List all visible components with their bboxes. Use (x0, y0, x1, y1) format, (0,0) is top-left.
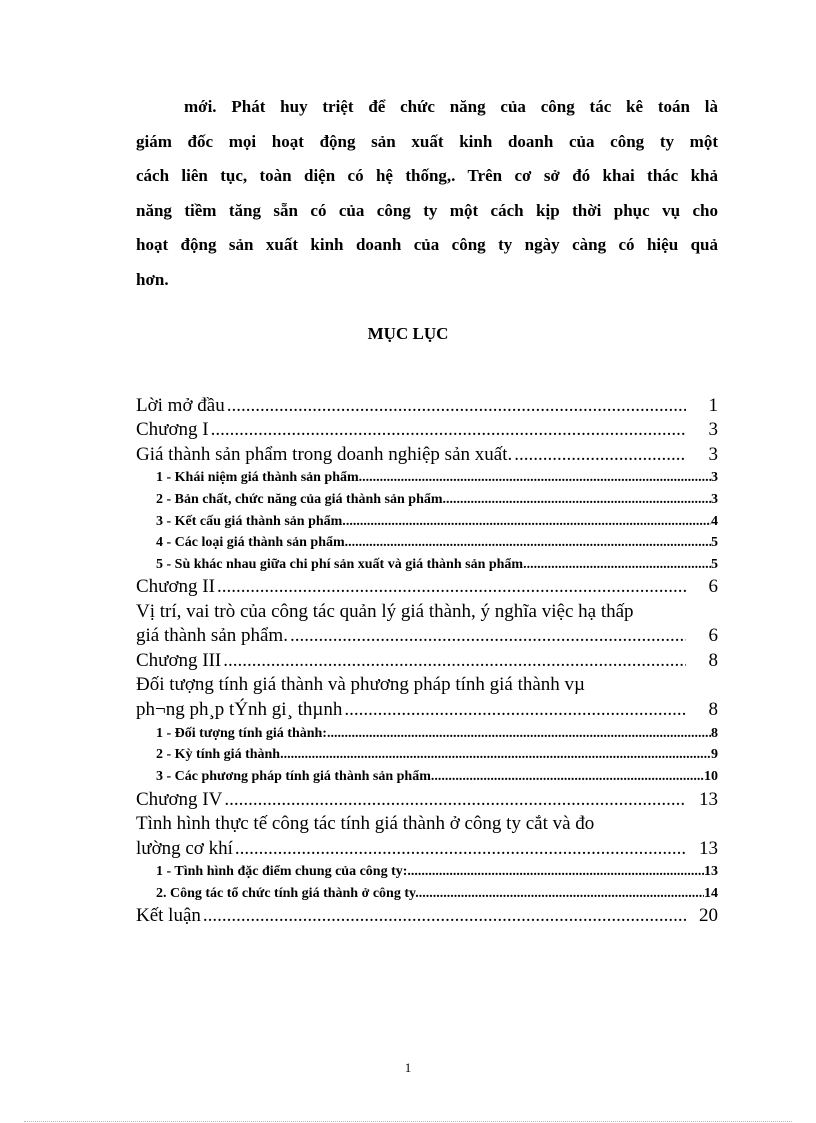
toc-entry-text: 2. Công tác tổ chức tính giá thành ở công ty. (156, 885, 419, 901)
toc-entry-page: 8 (711, 725, 718, 741)
toc-subentry[interactable] (136, 510, 718, 532)
toc-entry-text: 2 - Kỳ tính giá thành (156, 747, 281, 763)
paragraph-line: hơn. (136, 269, 169, 289)
toc-entry-text: giá thành sản phẩm. (136, 625, 288, 647)
toc-entry[interactable] (136, 904, 718, 929)
toc-entry-page: 5 (711, 535, 718, 551)
toc-entry-text: 3 - Các phương pháp tính giá thành sản phẩm. (156, 769, 435, 784)
table-of-contents (136, 393, 718, 928)
paragraph-line: hoạt động sản xuất kinh doanh của công ty ngày càng có hiệu quả (136, 235, 718, 254)
toc-entry-text: 3 - Kết cấu giá thành sản phẩm. (156, 513, 346, 529)
toc-subentry[interactable] (136, 744, 718, 766)
leader-dots (527, 554, 711, 575)
toc-entry[interactable] (136, 575, 718, 600)
leader-dots (344, 698, 686, 722)
toc-entry[interactable] (136, 836, 718, 861)
toc-subentry[interactable] (136, 765, 718, 787)
leader-dots (359, 467, 711, 488)
toc-subentry[interactable] (136, 861, 718, 883)
leader-dots (290, 624, 686, 648)
leader-dots (224, 788, 686, 812)
body-paragraph (136, 90, 718, 297)
toc-entry-page: 3 (708, 443, 718, 465)
toc-entry-page: 6 (708, 625, 718, 647)
toc-entry-page: 6 (708, 576, 718, 598)
toc-title: MỤC LỤC (367, 324, 449, 343)
page-number: 1 (404, 1060, 412, 1075)
toc-entry-page: 10 (704, 769, 718, 784)
leader-dots (514, 443, 686, 467)
toc-entry-text: lường cơ khí (136, 837, 233, 859)
toc-entry-line[interactable] (136, 812, 718, 837)
toc-entry-page: 3 (711, 470, 718, 486)
toc-entry-text: ph¬ng ph¸p tÝnh gi¸ thµnh (136, 698, 343, 720)
toc-entry-page: 1 (708, 394, 718, 416)
leader-dots (203, 904, 686, 928)
toc-entry[interactable] (136, 648, 718, 673)
toc-entry-page: 13 (699, 788, 718, 810)
toc-entry-text: 1 - Tình hình đặc điểm chung của công ty: (156, 864, 408, 880)
toc-entry-page: 5 (711, 556, 718, 572)
leader-dots (217, 575, 686, 599)
toc-entry[interactable] (136, 787, 718, 812)
paragraph-line: giám đốc mọi hoạt động sản xuất kinh doanh của công ty một (136, 131, 718, 151)
toc-entry-text: Đối tượng tính giá thành và phương pháp tính giá thành vµ (136, 674, 585, 696)
toc-entry-page: 14 (704, 885, 718, 901)
toc-entry-page: 3 (711, 491, 718, 507)
leader-dots (280, 744, 711, 765)
leader-dots (407, 861, 704, 882)
paragraph-line: mới. Phát huy triệt để chức năng của công tác kê toán là (184, 97, 718, 116)
toc-entry-text: Chương IV (136, 788, 223, 810)
toc-entry-text: Vị trí, vai trò của công tác quản lý giá thành, ý nghĩa việc hạ thấp (136, 600, 634, 622)
toc-entry[interactable] (136, 393, 718, 418)
leader-dots (419, 883, 704, 904)
toc-entry-page: 9 (711, 747, 718, 763)
toc-subentry[interactable] (136, 467, 718, 489)
toc-entry-text: 4 - Các loại giá thành sản phẩm. (156, 535, 349, 551)
page-bottom-divider (24, 1121, 792, 1122)
leader-dots (348, 532, 711, 553)
leader-dots (346, 511, 711, 532)
toc-entry-page: 8 (708, 649, 718, 671)
toc-entry-text: Kết luận (136, 905, 201, 927)
leader-dots (434, 766, 704, 787)
toc-entry-text: Tình hình thực tế công tác tính giá thành ở công ty cắt và đo (136, 813, 595, 834)
toc-subentry[interactable] (136, 488, 718, 510)
toc-entry[interactable] (136, 442, 718, 467)
toc-subentry[interactable] (136, 532, 718, 554)
leader-dots (211, 418, 686, 442)
toc-entry-page: 8 (708, 698, 718, 720)
toc-subentry[interactable] (136, 553, 718, 575)
toc-entry-text: Chương I (136, 419, 209, 440)
toc-entry-text: 1 - Đối tượng tính giá thành: (156, 725, 327, 741)
toc-entry-text: Lời mở đầu (136, 394, 225, 416)
toc-entry-page: 3 (708, 419, 718, 440)
toc-entry-line[interactable] (136, 673, 718, 698)
paragraph-line: cách liên tục, toàn diện có hệ thống,. Trên cơ sở đó khai thác khả (136, 166, 718, 185)
toc-entry[interactable] (136, 624, 718, 649)
toc-entry-text: 5 - Sù khác nhau giữa chi phí sản xuất và giá thành sản phẩm. (156, 556, 527, 572)
toc-subentry[interactable] (136, 722, 718, 744)
toc-entry-page: 13 (699, 837, 718, 859)
leader-dots (223, 649, 686, 673)
toc-entry[interactable] (136, 418, 718, 443)
toc-subentry[interactable] (136, 882, 718, 904)
toc-entry-text: 1 - Khái niệm giá thành sản phẩm (156, 470, 359, 486)
paragraph-line: năng tiềm tăng sẵn có của công ty một cách kịp thời phục vụ cho (136, 200, 718, 220)
toc-entry-line[interactable] (136, 599, 718, 624)
leader-dots (235, 837, 686, 861)
leader-dots (446, 489, 711, 510)
toc-entry-text: Chương II (136, 576, 215, 598)
toc-entry-page: 13 (704, 864, 718, 880)
leader-dots (327, 723, 711, 744)
toc-entry-text: Giá thành sản phẩm trong doanh nghiệp sản xuất. (136, 443, 513, 465)
toc-entry-page: 20 (699, 905, 718, 927)
toc-entry[interactable] (136, 697, 718, 722)
toc-entry-text: 2 - Bản chất, chức năng của giá thành sản phẩm. (156, 491, 447, 507)
toc-entry-page: 4 (711, 513, 718, 529)
toc-entry-text: Chương III (136, 649, 222, 671)
leader-dots (227, 394, 686, 418)
